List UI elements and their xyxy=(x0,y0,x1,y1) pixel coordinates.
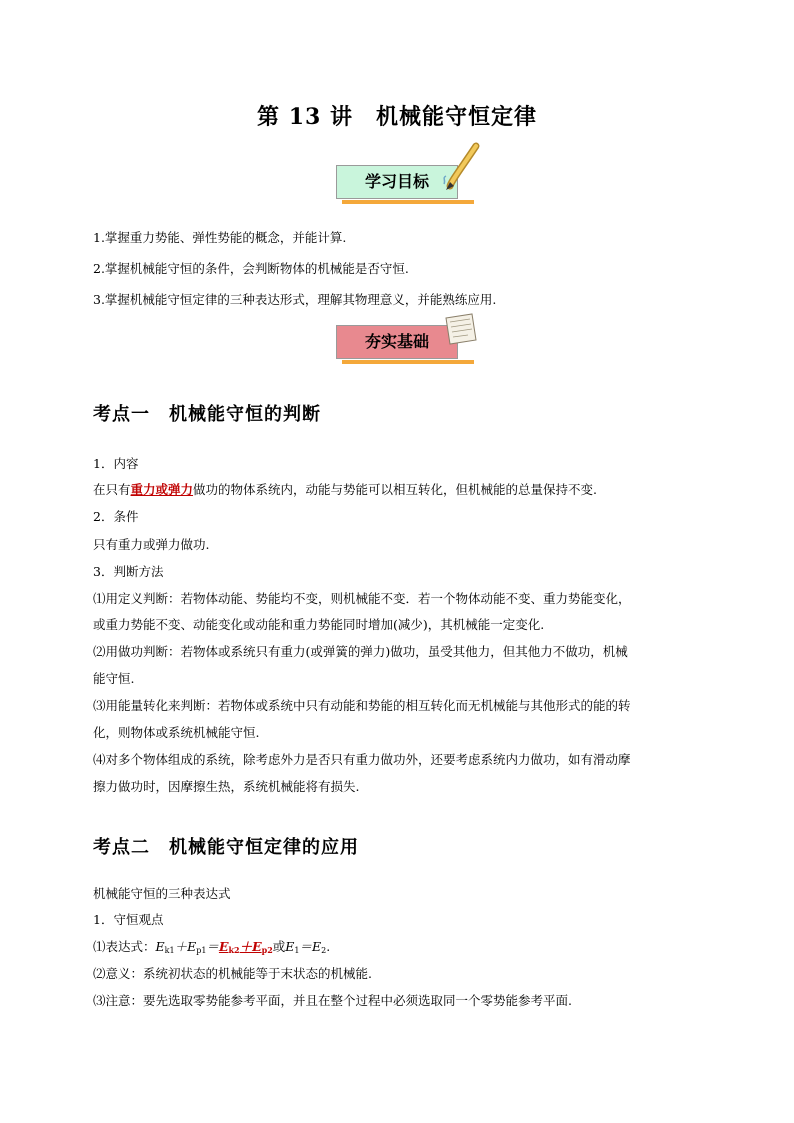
goal-item-1: 1.掌握重力势能、弹性势能的概念，并能计算. xyxy=(93,230,347,245)
condition-title: 2．条件 xyxy=(93,509,139,524)
formula-line: ⑴表达式：$E_{k1}+E_{p1}=E_{k2}+E_{p2}$或$E_1=E_2$. xyxy=(93,939,331,955)
method-1-line-1: ⑴用定义判断：若物体动能、势能均不变，则机械能不变．若一个物体动能不变、重力势能变化， xyxy=(93,591,631,606)
method-title: 3．判断方法 xyxy=(93,564,164,579)
method-4-line-1: ⑷对多个物体组成的系统，除考虑外力是否只有重力做功外，还要考虑系统内力做功，如有滑动摩 xyxy=(93,752,631,767)
method-3-line-1: ⑶用能量转化来判断：若物体或系统中只有动能和势能的相互转化而无机械能与其他形式的能的转 xyxy=(93,698,631,713)
section2-heading: 考点二 机械能守恒定律的应用 xyxy=(93,837,359,858)
section1-heading: 考点一 机械能守恒的判断 xyxy=(93,404,321,425)
goal-item-2: 2.掌握机械能守恒的条件，会判断物体的机械能是否守恒. xyxy=(93,261,409,276)
note-text: ⑶注意：要先选取零势能参考平面，并且在整个过程中必须选取同一个零势能参考平面. xyxy=(93,993,572,1008)
meaning-text: ⑵意义：系统初状态的机械能等于末状态的机械能. xyxy=(93,966,372,981)
goals-badge-label: 学习目标 xyxy=(364,172,429,191)
method-1-line-2: 或重力势能不变、动能变化或动能和重力势能同时增加(减少)，其机械能一定变化. xyxy=(93,617,545,632)
formula: $E_{k1}+E_{p1}=E_{k2}+E_{p2}$ xyxy=(155,939,273,955)
expressions-intro: 机械能守恒的三种表达式 xyxy=(93,886,231,901)
basics-badge-label: 夯实基础 xyxy=(364,332,429,351)
highlight-text: 重力或弹力 xyxy=(130,482,194,497)
condition-text: 只有重力或弹力做功. xyxy=(93,537,210,552)
scroll-icon xyxy=(440,310,482,350)
method-4-line-2: 擦力做功时，因摩擦生热，系统机械能将有损失. xyxy=(93,779,360,794)
content-text: 在只有重力或弹力做功的物体系统内，动能与势能可以相互转化，但机械能的总量保持不变. xyxy=(93,482,598,497)
pencil-icon xyxy=(440,140,484,192)
method-3-line-2: 化，则物体或系统机械能守恒. xyxy=(93,725,260,740)
goal-item-3: 3.掌握机械能守恒定律的三种表达形式，理解其物理意义，并能熟练应用. xyxy=(93,292,497,307)
page-title: 第 13 讲 机械能守恒定律 xyxy=(257,104,537,130)
content-title: 1．内容 xyxy=(93,456,139,471)
method-2-line-1: ⑵用做功判断：若物体或系统只有重力(或弹簧的弹力)做功，虽受其他力，但其他力不做功，机械 xyxy=(93,644,628,659)
view-title: 1．守恒观点 xyxy=(93,912,164,927)
method-2-line-2: 能守恒. xyxy=(93,671,135,686)
